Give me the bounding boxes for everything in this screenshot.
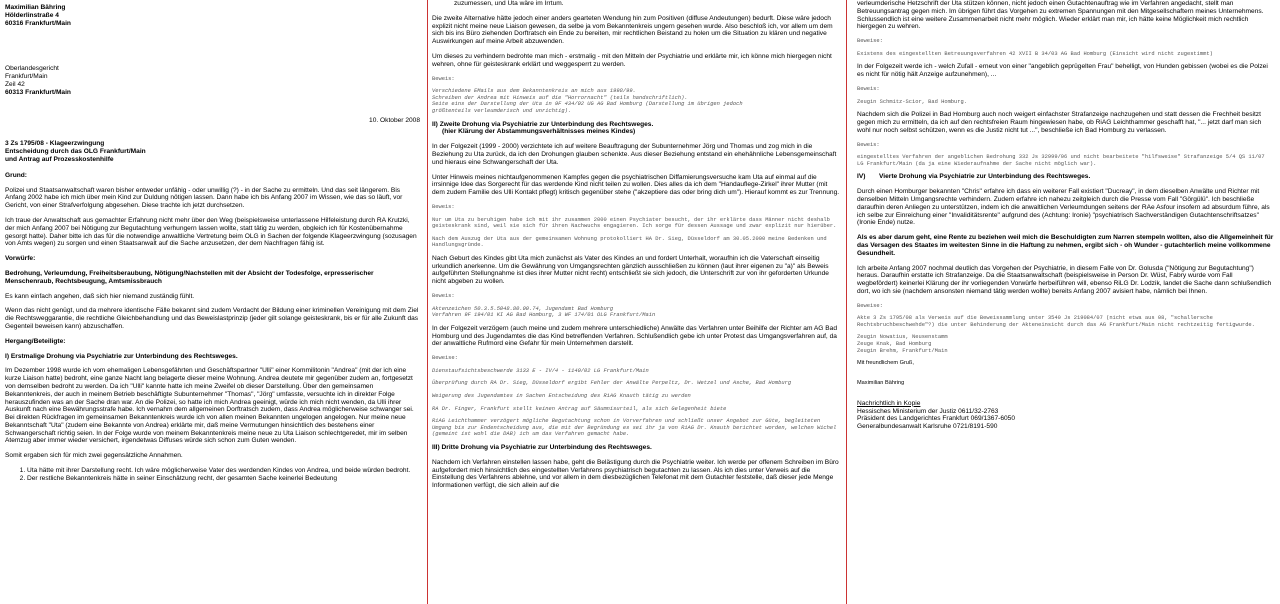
section-heading-4 (857, 173, 1274, 181)
copy-recipient: Generalbundesanwalt Karlsruhe 0721/8191-590 (857, 423, 998, 431)
evidence-label: Beweise: (857, 38, 883, 45)
section-heading-2 (432, 121, 840, 137)
evidence-line: größtenteils verleumderisch und unrichtig). (432, 107, 572, 114)
paragraph: Es kann einfach angehen, daß sich hier niemand zuständig fühlt. (5, 292, 195, 300)
copy-heading: Nachrichtlich in Kopie (857, 399, 921, 407)
paragraph: Ich traue der Anwaltschaft aus gemachter Erfahrung nicht mehr über den Weg (beispielsweise unterlassene Hilfeleistung durch RA Krutzki, der mich Anfang 2007 bei Nötigung zur Begutachtung verhungern lassen wollte, statt tätig zu werden, obgleich ich für Kostenübernahme gesorgt hatte). Daher bitte ich das für die notwendige anwaltliche Vertretung beim OLG in Sachen der folgende Klageerzwingung (sozusagen von Amts wegen) zu sorgen und einen Staatsanwalt auf die Sache anzusetzen, der dem Nachfragen fähig ist. (5, 216, 417, 248)
subject-block (5, 140, 420, 163)
paragraph: In der Folgezeit verzögern (auch meine und zudem mehrere unterschiedliche) Anwälte das Verfahren unter Beihilfe der Richter am AG Bad Homburg und des Jugendamtes die das Kind betreffenden Verfahren. Schlußendlich gebe ich unter Protest das Umgangsverfahren auf, da der anwaltliche Rufmord eine Gefahr für mein Unternehmen darstellt. (432, 324, 837, 348)
evidence-line: Dienstaufsichtsbeschwerde 3133 E - IV/4 - 1140/02 LG Frankfurt/Main (432, 367, 649, 374)
evidence-line: Weigerung des Jugendamtes in Sachen Entscheidung des RiAG Knauth tätig zu werden (432, 393, 691, 400)
witness: Zeugin Nowatius, Neusenstamm (857, 334, 948, 341)
hergang-heading: Hergang/Beteiligte: (5, 337, 66, 345)
evidence-line: Zeugin Schmitz-Scior, Bad Homburg. (857, 98, 967, 105)
evidence-line: Aktenzeichen 50.3.5.5048.80.00.74, Jugendamt Bad Homburg (432, 305, 614, 312)
paragraph: Somit ergaben sich für mich zwei gegensätzliche Annahmen. (5, 452, 183, 460)
paragraph: zuzumessen, und Uta wäre im Irrtum. (454, 0, 564, 7)
evidence-label: Beweise: (432, 355, 458, 362)
section-subtitle: (hier Klärung der Abstammungsverhältnisses meines Kindes) (442, 128, 636, 136)
section-title: II) Zweite Drohung via Psychiatrie zur Unterbindung des Rechtsweges. (432, 120, 654, 128)
sender-name: Maximilian Bähring (5, 4, 66, 11)
paragraph-bold: Als es aber darum geht, eine Rente zu beziehen weil mich die Beschuldigten zum Narren stempeln wollten, also die Allgemeinheit für das Versagen des Staates im weitesten Sinne in die Haftung zu nehmen, ergibt sich - oh Wunder - gutachterlich meine vollkommene Gesundheit. (857, 234, 1274, 257)
column-2 (427, 0, 847, 604)
copy-recipient: Präsident des Landgerichtes Frankfurt 069/1367-6050 (857, 415, 1015, 423)
evidence-line: RA Dr. Finger, Frankfurt stellt keinen Antrag auf Säumnisurteil, als sich Gelegenheit biete (432, 405, 727, 412)
evidence-line: eingestelltes Verfahren der angeblichen Bedrohung 332 Js 32999/06 und nicht bearbeitete "hilfsweise" Strafanzeige 5/4 QS 11/07 LG Frankfurt/Main (da ja eine Wiederaufnahme der Sache nicht möglich war). (857, 154, 1265, 167)
evidence-line: Nur um Uta zu beruhigen habe ich mit ihr zusammen 2000 einen Psychiater besucht, der ihr erklärte dass Männer nicht deshalb geisteskrank sind, weil sie sich für ihren Nachwuchs engagieren. Ich sorge für dessen Aussage und zwar explizit nur hierüber. (432, 216, 837, 230)
evidence-line: Seite eins der Darstellung der Uta in 9F 434/02 UG AG Bad Homburg (Darstellung im übrigen jedoch (432, 101, 743, 108)
paragraph: Nach Geburt des Kindes gibt Uta mich zunächst als Vater des Kindes an und fordert Unterhalt, woraufhin ich die Vaterschaft einseitig urkundlich anerkenne. Um die Gewährung von Umgangsrechten gänzlich ausschließen zu können (laut ihrer eigenen zu "a)" als Beweis aufgeführten Stellungnahme ist dies ihrer Mutter nicht recht) entschließt sie sich jedoch, die Unterschrift zur von ihr geforderten Urkunde nicht abgeben zu wollen. (432, 254, 829, 286)
subject-line: Entscheidung durch das OLG Frankfurt/Main (5, 148, 146, 156)
recipient-line: Zeil 42 (5, 80, 25, 88)
copy-recipients (857, 400, 1274, 431)
evidence-line: Akte 3 Zs 1795/08 als Verweis auf die Beweissammlung unter 3540 Js 219084/07 (nicht etwa aus 08, "schallersche Rechtsbruchbeschwehde"?) die unter Behinderung der Akteneinsicht durch das AG Frankfurt/Main nicht rechtzeitig fertigwurde. (857, 315, 1255, 328)
paragraph: In der Folgezeit werde ich - welch Zufall - erneut von einer "angeblich geprügelten Frau" behelligt, von Hunden gebissen (wobei es die Polzei es nicht für nötig hält Anzeige aufzunehmen), ... (857, 63, 1268, 79)
subject-line: und Antrag auf Prozesskostenhilfe (5, 155, 114, 163)
evidence-label: Beweis: (432, 203, 455, 210)
copy-recipient: Hessisches Ministerium der Justiz 0611/32-2763 (857, 407, 999, 415)
evidence-label: Beweis: (857, 85, 880, 92)
paragraph: Nachdem sich die Polizei in Bad Homburg auch noch weigert einfachster Strafanzeige nachzugehen und statt dessen die Frechheit besitzt gegen mich zu ermitteln, da ich auf den rechtsfreien Raum hingewiesen habe, ob RiAG Leichthammer geschafft hat, "... jetzt darf man sich wohl nur noch selbst schützen, wenn es die Justiz nicht tut ...", beschließe ich Bad Homburg zu verlassen. (857, 111, 1262, 134)
vorwuerfe-list: Bedrohung, Verleumdung, Freiheitsberaubung, Nötigung/Nachstellen mit der Absicht der Todesfolge, erpresserischer Menschenraub, Rechtsbeugung, Amtsmissbrauch (5, 269, 374, 285)
paragraph: Polizei und Staatsanwaltschaft waren bisher entweder unfähig - oder unwillig (?) - in der Sache zu ermitteln. Und das seit längerem. Bis Anfang 2002 habe ich mich über mein Kind zur Duldung nötigen lassen. Dann habe ich bis Anfang 2007 im Wissen, wie das so läuft, vor Gericht, von einer Strafverfolgung abgesehen. Diese trachte ich jetzt durchsetzen. (5, 186, 403, 210)
paragraph: verleumderische Hetzschrift der Uta stützen können, nicht jedoch einen Gutachtenauftrag wie im Verfahren angedacht, stellt man Betreuungsantrag gegen mich. Im übrigen führt das Vorgehen zu extremen Spannungen mit den Mitgesellschaftern meines Unternehmens. Schlussendlich ist eine weitere Zusammenarbeit nicht mehr möglich. Wieder erklärt man mir, ich hätte keine Möglichkeit mich rechtlich hiergegen zu wehren. (857, 0, 1264, 31)
closing-greeting: Mit freundlichem Gruß, (857, 360, 914, 367)
column-1 (0, 0, 426, 604)
evidence-line: Überprüfung durch RA Dr. Sieg, Düsseldorf ergibt Fehler der Anwälte Perpeltz, Dr. Wetzel und Asche, Bad Homburg (432, 380, 792, 387)
evidence-line: Schreiben der Andrea mit Hinweis auf die "Horrornacht" (teils handschriftlich). (432, 94, 688, 101)
paragraph: Wenn das nicht genügt, und da mehrere identische Fälle bekannt sind zudem Verdacht der Bildung einer kriminellen Vereinigung mit dem Ziel die Rechtsweggarantie, die rechtliche Gleichbehandlung und das Beweislastprinzip (jeder gilt solange geisteskrank, bis er für alle Zukunft das Gegenteil beweisen kann) abzuschaffen. (5, 307, 419, 330)
witness-list (857, 334, 1274, 354)
signature-name: Maximilian Bähring (857, 380, 905, 387)
evidence-label: Beweis: (857, 141, 880, 148)
paragraph: Unter Hinweis meines nichtaufgenommenen Kampfes gegen die psychiatrischen Diffamierungsversuche kam Uta auf einmal auf die irrsinnige Idee das Sorgerecht für das werdende Kind nicht teilen zu wollen. Dies alles da ich dem "Handauflege-Zirkel" ihrer Mutter (mit dem zudem Familie des Ulli Kontakt pflegt) kritisch gegenüber stehe ("akzeptiere das oder bring dich um"). Hierauf kommt es zur Trennung. (432, 173, 840, 197)
list-item: 2. Der restliche Bekanntenkreis hätte in seiner Einschätzung recht, der gesamten Sache keinerlei Bedeutung (27, 475, 420, 483)
evidence-line: Verfahren 9F 194/01 KI AG Bad Homburg, 3 WF 174/01 OLG Frankfurt/Main (432, 312, 656, 319)
witness: Zeuge Knak, Bad Homburg (857, 341, 932, 348)
evidence-label: Beweise: (857, 302, 883, 309)
paragraph: Im Dezember 1998 wurde ich vom ehemaligen Lebensgefährten und Geschäftspartner "Ulli" einer Kommilitonin "Andrea" (mit der ich eine kurze Liaison hatte) bedroht, eine ganze Nacht lang belagerte dieser meine Wohnung. Andrea deutete mir gegenüber zudem an, fortgesetzt von demselben bedroht zu werden. Da ich "Ulli" kannte hatte ich meine Zweifel ob dieser Darstellung. Über den gemeinsamen Bekanntenkreis, der auch in meinem Betrieb beschäftigte Subunternehmer "Thomas", "Jörg" umfasste, versuchte ich in direkter Folge herauszufinden was an der Sache dran war. An die Polizei, so hatte ich mich Andrea geeinigt, würde ich mich nicht wenden, da Ulli ihrer Auskunft nach eine Bewährungsstrafe habe. Ich vernahm dem allgemeinen Dorftratsch zudem, dass Andrea möglicherweise schwanger sei. Bei direkten Rückfragen im gemeinsamen Bekanntenkreis wurde ich von allen meinen Bekannten ungelogen angelogen. Nur meine neue Bekanntschaft "Uta" (zudem eine Bekannte von Andrea) erklärte mir, daß meine Vermutungen hinsichtlich des bestehens einer Schwangerschaft richtig seien. In der Folge wurde von meinem Bekanntenkreis meine neue zu Uta Liaison schlechtgeredet, mir im selben Atemzug aber immer wieder versichert, irgendetwas Diffuses würde sich schon zum Guten wenden. (5, 367, 414, 445)
paragraph: Nachdem ich Verfahren einstellen lassen habe, geht die Belästigung durch die Psychiatrie weiter. Ich werde per offenem Schreiben im Büro aufgefordert mich hinsichtlich des eingestellten Verfahrens psychiatrisch begutachten zu lassen. Als ich dies unter Verweis auf die Einstellung des Verfahrens ablehne, und vor allem in dem diesbezüglichen Telefonat mit dem Gutachter feststelle, daß dieser jede Menge Informationen verfügt, die sich allein auf die (432, 458, 839, 490)
recipient-line: Frankfurt/Main (5, 73, 48, 81)
evidence-label: Beweis: (432, 293, 455, 300)
paragraph: In der Folgezeit (1999 - 2000) verzichtete ich auf weitere Beauftragung der Subunternehmer Jörg und Thomas und zog mich in die Beziehung zu Uta zurück, da ich den Drohungen glauben schenkte. Aus dieser Beziehung entstand ein ehehähnliche Lebensgemeinschaft und hieraus eine Schwangerschaft der Uta. (432, 143, 837, 166)
sender-block (5, 4, 420, 27)
recipient-block (5, 65, 420, 96)
evidence-line: Nach dem Auszug der Uta aus der gemeinsamen Wohnung protokolliert HA Dr. Sieg, Düsseldorf am 30.05.2000 meine Bedenken und Handlungsgründe. (432, 235, 827, 249)
column-3 (853, 0, 1280, 604)
evidence-block (432, 88, 840, 114)
paragraph: Um dieses zu verhindern bedrohte man mich - erstmalig - mit den Mitteln der Psychiatrie und erklärte mir, ich könne mich hiergegen nicht wehren, ohne für geisteskrank erklärt und weggesperrt zu werden. (432, 52, 832, 68)
evidence-line: Existens des eingestellten Betreuungsverfahren 42 XVII B 34/03 AG Bad Homburg (Einsicht wird nicht zugestimmt) (857, 50, 1213, 57)
recipient-line: Oberlandesgericht (5, 65, 59, 73)
evidence-label: Beweis: (432, 75, 455, 82)
evidence-line: RiAG Leichthammer verzögert mögliche Begutachtung schon in Vorverfahren und schließt unser Angebot zur Güte, begleiteten Umgang bis zur Endentscheidung aus, die mit der Begründung es sei ihr ja von RiAG Dr. Knauth berichtet worden, welchen Wichel (gemeint ist wohl die DAB) ich um das Verfahren gemacht habe. (432, 418, 837, 438)
section-number: IV) (857, 173, 866, 181)
sender-city: 60316 Frankfurt/Main (5, 19, 71, 27)
section-heading-3: III) Dritte Drohung via Psychiatrie zur Unterbindung des Rechtsweges. (432, 444, 652, 451)
evidence-line: Verschiedene EMails aus dem Bekanntenkreis an mich aus 1998/99. (432, 88, 636, 95)
grund-heading: Grund: (5, 171, 27, 179)
letter-date: 10. Oktober 2008 (369, 116, 420, 124)
subject-line: 3 Zs 1795/08 - Klageerzwingung (5, 140, 105, 148)
vorwuerfe-heading: Vorwürfe: (5, 255, 36, 263)
recipient-line: 60313 Frankfurt/Main (5, 88, 71, 96)
evidence-block (432, 306, 840, 319)
paragraph: Die zweite Alternative hätte jedoch einer anders gearteten Wendung hin zum Positiven (diffuse Andeutungen) bedurft. Diese wäre jedoch explizit nicht meine neue Liaison gewesen, da selbe ja vom Bekanntenkreis ungern gesehen wurde. Also beschloß ich, vor allem um dem sich bis ins Büro ziehenden Dorftratsch ein Ende zu bereiten, mir rechtlichen Beistand zu holen um die Situation zu klären und negative Auswirkungen auf meine Arbeit abzuwenden. (432, 14, 833, 46)
section-title: Vierte Drohung via Psychiatrie zur Unterbindung des Rechtsweges. (879, 173, 1091, 181)
section-heading-1: I) Erstmalige Drohung via Psychiatrie zur Unterbindung des Rechtsweges. (5, 352, 238, 360)
alternatives-list (5, 467, 420, 483)
list-item: 1. Uta hätte mit ihrer Darstellung recht. Ich wäre möglicherweise Vater des werdenden Kindes von Andrea, und beide würden bedroht. (27, 467, 420, 475)
witness: Zeugin Brehm, Frankfurt/Main (857, 347, 948, 354)
sender-street: Hölderlinstraße 4 (5, 11, 59, 19)
paragraph: Durch einen Homburger bekannten "Chris" erfahre ich dass ein weiterer Fall existiert "Ducreay", in dem dieselben Anwälte und Richter mit denselben Mitteln Umgangsrechte verhindern. Zudem erfahre ich nahezu zeitgleich durch die Presse vom Fall "Görgülü". Ich beschließe daraufhin deren Anliegen zu unterstützen, indem ich die anwaltlichen Verleumdungen seitens der RAe Asfour insofern ad absurdum führe, als ich selbe zur Einreichung einer "Invaliditätsrente" aufgrund des (Achtung: Ironie) "psychiatrisch Sachverständigen Gutachtenschriftsatzes" (Ironie Ende) nutze. (857, 188, 1270, 227)
paragraph: Ich arbeite Anfang 2007 nochmal deutlich das Vorgehen der Psychiatrie, in diesem Falle von Dr. Golusda ("Nötigung zur Begutachtung") heraus. Daraufhin erstatte ich Strafanzeige. Da die Staatsanwaltschaft (beispielsweise in Person Dr. Wüst, Fabry wurde vom Fall wegbefördert) keinerlei Klärung der ihr vorliegenden Vorwürfe herbeiführen will, ebenso RiLG Dr. Lodzik, landet die Sache dann schlußendlich dort, wo ich sie (nachdem ansonsten niemand tätig werden wollte) bereits Anfang 2007 avisiert habe, nämlich bei Ihnen. (857, 264, 1272, 295)
